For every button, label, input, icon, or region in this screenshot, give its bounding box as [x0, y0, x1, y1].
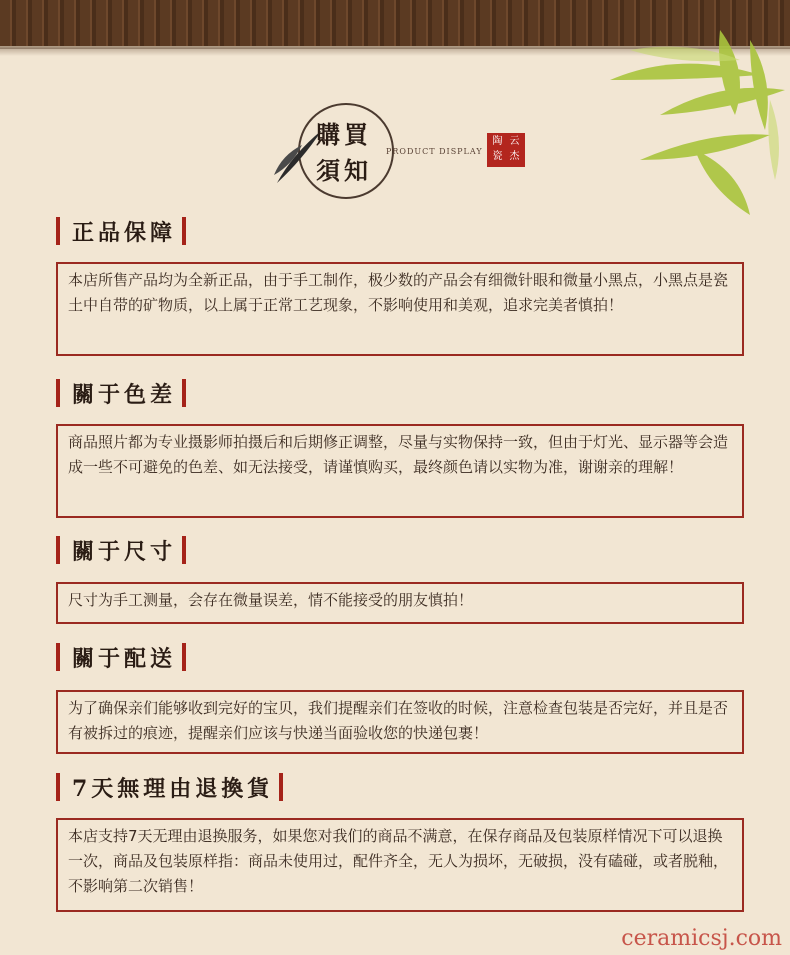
section-heading-text: 正品保障	[72, 219, 177, 246]
page-title-line1: 購買	[316, 120, 372, 149]
seal-char: 云	[509, 136, 520, 147]
seal-char: 陶	[492, 136, 503, 147]
page-subtitle: PRODUCT DISPLAY	[386, 147, 483, 156]
header-emblem	[272, 103, 532, 195]
section-heading-text: 關于色差	[72, 381, 177, 408]
section-heading-text: 關于尺寸	[72, 538, 177, 565]
section-heading-text: 7天無理由退換貨	[72, 775, 274, 802]
section-text: 本店支持7天无理由退换服务，如果您对我们的商品不满意，在保存商品及包装原样情况下可以退换一次，商品及包装原样指：商品未使用过，配件齐全，无人为损坏，无破损，没有磕碰，或者脱釉，不影响第二次销售！	[68, 827, 729, 895]
site-watermark: ceramicsj.com	[621, 926, 782, 951]
seal-stamp	[487, 133, 525, 167]
seal-char: 杰	[509, 151, 520, 162]
section-text: 为了确保亲们能够收到完好的宝贝，我们提醒亲们在签收的时候，注意检查包装是否完好，并且是否有被拆过的痕迹，提醒亲们应该与快递当面验收您的快递包裹！	[68, 699, 729, 742]
section-heading-color	[56, 378, 186, 408]
section-text: 本店所售产品均为全新正品，由于手工制作，极少数的产品会有细微针眼和微量小黑点，小黑点是瓷土中自带的矿物质，以上属于正常工艺现象，不影响使用和美观，追求完美者慎拍！	[68, 271, 729, 314]
heading-bar-right	[182, 536, 186, 564]
section-box-size	[56, 582, 744, 624]
heading-bar-right	[182, 217, 186, 245]
section-heading-returns	[56, 772, 283, 802]
section-box-genuine	[56, 262, 744, 356]
section-text: 商品照片都为专业摄影师拍摄后和后期修正调整，尽量与实物保持一致，但由于灯光、显示器等会造成一些不可避免的色差、如无法接受，请谨慎购买，最终颜色请以实物为准，谢谢亲的理解！	[68, 433, 729, 476]
section-text: 尺寸为手工测量，会存在微量误差，情不能接受的朋友慎拍！	[68, 591, 474, 609]
heading-bar-right	[182, 379, 186, 407]
section-box-color	[56, 424, 744, 518]
section-heading-delivery	[56, 642, 186, 672]
section-box-delivery	[56, 690, 744, 754]
section-heading-size	[56, 535, 186, 565]
section-heading-text: 關于配送	[72, 645, 177, 672]
seal-char: 瓷	[492, 151, 503, 162]
section-box-returns	[56, 818, 744, 912]
heading-bar-right	[182, 643, 186, 671]
bamboo-leaves-decoration	[600, 20, 790, 220]
heading-bar-right	[279, 773, 283, 801]
section-heading-genuine	[56, 216, 186, 246]
page-title-line2: 須知	[316, 156, 372, 185]
